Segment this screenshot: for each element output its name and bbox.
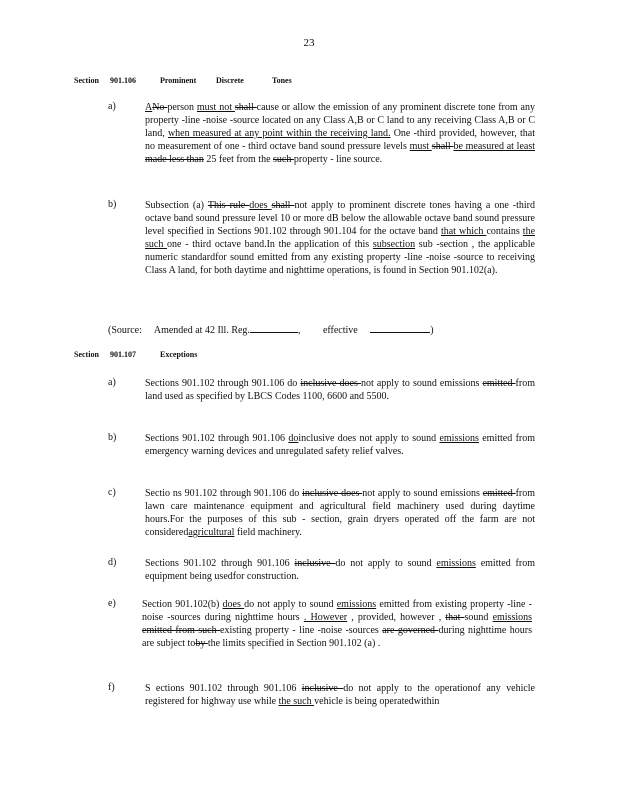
text: during nighttime hours are subject to [142,625,532,649]
text: Sections 901.102 through 901.106 [145,433,289,444]
deleted-text: shall [271,200,295,211]
text: not apply to sound emissions [360,378,483,389]
insert-text: when measured at any point within the receiving land. [167,128,391,139]
deleted-text: emitted [482,378,516,389]
source-note [108,322,434,336]
text: emitted from existing property -line -noise -sources during nighttime hours [142,599,532,623]
item-label-a: a) [108,101,116,112]
insert-text: subsection [372,239,416,250]
text: the limits specified in Section 901.102 (a) . [207,638,381,649]
deleted-text: by [195,638,208,649]
deleted-text: emitted [482,488,516,499]
insert-text: be measured at least [453,141,535,152]
deleted-text: such [198,625,221,636]
text: do not apply to sound [335,558,437,569]
text: property - line source. [293,154,383,165]
source-prefix: (Source: [108,325,142,336]
insert-text: emissions [336,599,377,610]
section-title-2: Discrete [216,76,244,85]
text: do not apply to the operationof any vehicle registered for highway use while [145,683,535,707]
deleted-text: inclusive does [302,488,363,499]
text: one - third octave band.In the application of this [167,239,373,250]
text: sub -section , the applicable numeric standardfor sound emitted from any existing property -line -noise -source to receiving Class A land, for both daytime and nighttime operations, is found in Section 901.102(a). [145,239,535,276]
paragraph-901-107-d [145,557,535,583]
deleted-text: inclusive [294,558,336,569]
deleted-text: are governed [382,625,439,636]
item-label-a: a) [108,377,116,388]
text: cause or allow the emission of any prominent discrete tone from any property -line -noise -source located on any Class A,B or C land to any receiving Class A,B or C land, [145,102,535,139]
paragraph-901-107-f [145,682,535,708]
paragraph-901-107-e [142,598,532,650]
section-title: Exceptions [160,350,198,359]
deleted-text: shall [431,141,454,152]
text: contains [486,226,523,237]
section-word: Section [74,350,99,359]
text: not apply to sound emissions [362,488,483,499]
text: Sections 901.102 through 901.106 [145,558,295,569]
insert-text: must [409,141,432,152]
item-label-b: b) [108,199,117,210]
text: One -third provided, however, that no measurement of one - third octave band sound pressure levels [145,128,535,152]
deleted-text: This rule [207,200,250,211]
deleted-text: made less than [145,154,204,165]
deleted-text: shall [234,102,257,113]
deleted-text: inclusive does [300,378,361,389]
text: field machinery. [234,527,302,538]
text: do not apply to sound [244,599,337,610]
text: Sections 901.102 through 901.106 do [145,378,301,389]
section-title-1: Prominent [160,76,197,85]
insert-text: does [222,599,245,610]
effective-date-blank [370,322,430,333]
insert-text: the such [145,226,536,250]
text: from lawn care maintenance equipment and agricultural field machinery used during daytime hours.For the purposes of this sub - section, grain dryers operated off the farm are not considered [145,488,536,538]
text: sound [464,612,493,623]
deleted-text: that [445,612,465,623]
paragraph-901-107-a [145,377,535,403]
insert-text: agricultural [188,527,235,538]
insert-text: do [288,433,299,444]
section-heading-901-107 [74,350,197,359]
paragraph-901-106-b [145,199,535,277]
text: 25 feet from the [203,154,274,165]
source-close: ) [430,325,434,336]
item-label-b: b) [108,432,117,443]
text: emitted from emergency warning devices and unregulated safety relief valves. [145,433,536,457]
item-label-f: f) [108,682,115,693]
section-word: Section [74,76,99,85]
item-label-e: e) [108,598,116,609]
paragraph-901-107-b [145,432,535,458]
deleted-text: emitted from [142,625,199,636]
text: person [167,102,197,113]
text: Section 901.102(b) [142,599,223,610]
insert-text: emissions [492,612,533,623]
insert-text: emissions [436,558,476,569]
section-heading-901-106 [74,76,292,85]
page-number: 23 [303,37,315,49]
text: existing property - line -noise -sources [220,625,383,636]
insert-text: must not [196,102,235,113]
insert-text: does [249,200,272,211]
section-number: 901.107 [110,350,136,359]
text: not apply to prominent discrete tones having a one -third octave band sound pressure level 10 or more dB below the allowable octave band sound pressure level specified in Sections 901.102 through 901.104 for the octave band [145,200,535,237]
insert-text: emissions [439,433,479,444]
deleted-text: such [273,154,294,165]
text: emitted from equipment being usedfor construction. [145,558,535,582]
source-comma: , [297,325,301,336]
text: from land used as specified by LBCS Codes 1100, 6600 and 5500. [145,378,535,402]
section-title-3: Tones [272,76,292,85]
text: , provided, however , [347,612,446,623]
insert-text: the such [278,696,315,707]
paragraph-901-107-c [145,487,535,539]
source-effective: effective [322,325,358,336]
register-blank [250,322,298,333]
item-label-c: c) [108,487,116,498]
paragraph-901-106-a [145,101,535,166]
section-number: 901.106 [110,76,136,85]
text: Sectio ns 901.102 through 901.106 do [145,488,303,499]
source-amended: Amended at 42 Ill. Reg. [153,325,250,336]
text: S ections 901.102 through 901.106 [145,683,302,694]
text: Subsection (a) [145,200,208,211]
insert-text: . However [303,612,348,623]
item-label-d: d) [108,557,117,568]
insert-text: A [145,102,153,113]
text: inclusive does not apply to sound [298,433,440,444]
insert-text: that which [440,226,487,237]
deleted-text: inclusive [301,683,344,694]
deleted-text: No [152,102,168,113]
text: vehicle is being operatedwithin [314,696,440,707]
